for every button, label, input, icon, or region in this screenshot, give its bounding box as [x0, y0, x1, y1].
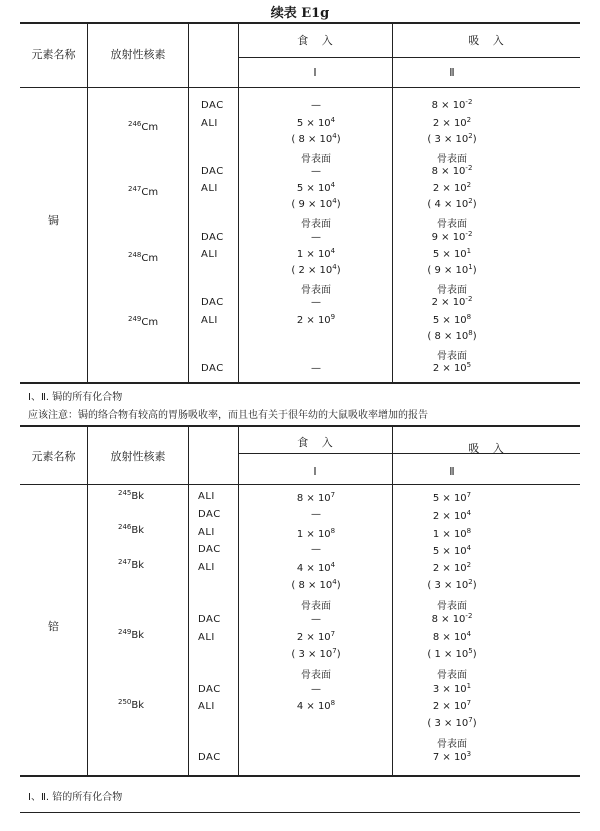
limit-type: ALI [198, 701, 215, 712]
value-cell: ( $3 \times 10^2$) [427, 132, 477, 145]
exponent: 7 [330, 491, 336, 499]
table1-col-divider [87, 22, 88, 382]
exponent: 5 [468, 647, 473, 655]
value-cell: $2 \times 10^7$ [296, 630, 336, 643]
header-inhalation: 吸 入 [468, 442, 504, 455]
exponent: 2 [468, 132, 473, 140]
exponent: -2 [465, 164, 473, 172]
exponent: 4 [330, 247, 336, 255]
value-cell: 骨表面 [301, 601, 331, 612]
limit-type: ALI [198, 632, 215, 643]
limit-type: DAC [201, 232, 224, 243]
value-cell: ( $8 \times 10^4$) [291, 578, 341, 591]
note-warning: 应该注意：锔的络合物有较高的胃肠吸收率，而且也有关于很年幼的大鼠吸收率增加的报告 [28, 410, 428, 421]
value-cell: ( $1 \times 10^5$) [427, 647, 477, 660]
mass-number: 247 [128, 185, 142, 193]
value-cell: $7 \times 10^3$ [432, 750, 472, 763]
nuclide-label [128, 122, 158, 133]
limit-type: DAC [201, 363, 224, 374]
value-cell: 骨表面 [437, 219, 467, 230]
exponent: 1 [466, 247, 472, 255]
exponent: -2 [465, 98, 473, 106]
mass-number: 246 [128, 120, 142, 128]
header-class-inhalation: Ⅱ [449, 66, 455, 79]
element-name: 锔 [48, 214, 59, 227]
value-cell: — [311, 509, 321, 520]
value-cell: $4 \times 10^8$ [296, 699, 336, 712]
exponent: -2 [465, 295, 473, 303]
nuclide-symbol: Cm [141, 317, 159, 328]
value-cell: ( $8 \times 10^8$) [427, 329, 477, 342]
nuclide-symbol: Bk [131, 491, 145, 502]
exponent: 7 [332, 647, 337, 655]
exponent: 4 [466, 630, 472, 638]
value-cell: $8 \times 10^{-2}$ [431, 612, 473, 625]
limit-type: ALI [201, 118, 218, 129]
header-nuclide: 放射性核素 [110, 450, 166, 463]
limit-type: DAC [198, 509, 221, 520]
limit-type: ALI [201, 249, 218, 260]
value-cell: 骨表面 [301, 219, 331, 230]
value-cell: $2 \times 10^9$ [296, 313, 336, 326]
nuclide-symbol: Cm [141, 187, 159, 198]
nuclide-symbol: Bk [131, 560, 145, 571]
exponent: 4 [466, 509, 472, 517]
nuclide-label [118, 630, 144, 641]
limit-type: DAC [198, 614, 221, 625]
exponent: 4 [330, 181, 336, 189]
value-cell: $5 \times 10^8$ [432, 313, 472, 326]
exponent: 2 [466, 116, 472, 124]
exponent: 8 [330, 527, 336, 535]
nuclide-label [128, 253, 158, 264]
mass-number: 249 [118, 628, 132, 636]
value-cell: $5 \times 10^7$ [432, 491, 472, 504]
value-cell: — [311, 614, 321, 625]
exponent: 8 [466, 527, 472, 535]
value-cell: $8 \times 10^{-2}$ [431, 98, 473, 111]
value-cell: — [311, 100, 321, 111]
header-element-name: 元素名称 [31, 48, 76, 61]
value-cell: $3 \times 10^1$ [432, 682, 472, 695]
exponent: 8 [330, 699, 336, 707]
exponent: 4 [332, 263, 337, 271]
page-bottom-rule [20, 812, 580, 813]
value-cell: $8 \times 10^7$ [296, 491, 336, 504]
note-compounds: Ⅰ、Ⅱ. 锫的所有化合物 [28, 792, 123, 803]
value-cell: ( $3 \times 10^2$) [427, 578, 477, 591]
nuclide-symbol: Bk [131, 630, 145, 641]
value-cell: — [311, 684, 321, 695]
value-cell: $1 \times 10^8$ [296, 527, 336, 540]
exponent: 8 [466, 313, 472, 321]
exponent: 5 [466, 361, 472, 369]
value-cell: ( $2 \times 10^4$) [291, 263, 341, 276]
value-cell: 骨表面 [437, 601, 467, 612]
limit-type: DAC [201, 100, 224, 111]
exponent: 4 [332, 132, 337, 140]
table2-top-rule [20, 425, 580, 427]
value-cell: 骨表面 [301, 670, 331, 681]
exponent: 2 [468, 197, 473, 205]
nuclide-label [128, 187, 158, 198]
limit-type: ALI [201, 315, 218, 326]
value-cell: ( $3 \times 10^7$) [291, 647, 341, 660]
value-cell: 骨表面 [437, 154, 467, 165]
exponent: 1 [466, 682, 472, 690]
value-cell: ( $3 \times 10^7$) [427, 716, 477, 729]
mass-number: 249 [128, 315, 142, 323]
value-cell: ( $8 \times 10^4$) [291, 132, 341, 145]
header-element-name: 元素名称 [31, 450, 76, 463]
limit-type: ALI [198, 562, 215, 573]
table1-col-divider [188, 22, 189, 382]
value-cell: 骨表面 [301, 154, 331, 165]
table1-top-rule [20, 22, 580, 24]
limit-type: DAC [198, 752, 221, 763]
exponent: 2 [468, 578, 473, 586]
table1-header-rule [20, 87, 580, 88]
table2-col-divider [87, 425, 88, 775]
limit-type: ALI [198, 491, 215, 502]
limit-type: DAC [198, 544, 221, 555]
header-nuclide: 放射性核素 [110, 48, 166, 61]
header-class-ingestion: Ⅰ [313, 465, 317, 478]
nuclide-symbol: Cm [141, 253, 159, 264]
value-cell: 骨表面 [437, 670, 467, 681]
element-name: 锫 [48, 620, 59, 633]
exponent: 7 [466, 491, 472, 499]
limit-type: DAC [201, 166, 224, 177]
mass-number: 248 [128, 251, 142, 259]
exponent: 1 [468, 263, 473, 271]
nuclide-label [118, 491, 144, 502]
value-cell: — [311, 166, 321, 177]
note-compounds: Ⅰ、Ⅱ. 锔的所有化合物 [28, 392, 123, 403]
value-cell: $1 \times 10^8$ [432, 527, 472, 540]
value-cell: $5 \times 10^4$ [432, 544, 472, 557]
exponent: 9 [330, 313, 336, 321]
value-cell: $4 \times 10^4$ [296, 561, 336, 574]
exponent: 8 [468, 329, 473, 337]
value-cell: 骨表面 [437, 351, 467, 362]
value-cell: $2 \times 10^2$ [432, 116, 472, 129]
value-cell: $5 \times 10^4$ [296, 181, 336, 194]
mass-number: 246 [118, 523, 132, 531]
limit-type: DAC [198, 684, 221, 695]
value-cell: ( $9 \times 10^1$) [427, 263, 477, 276]
value-cell: ( $9 \times 10^4$) [291, 197, 341, 210]
table2-bottom-rule [20, 775, 580, 777]
value-cell: ( $4 \times 10^2$) [427, 197, 477, 210]
header-class-inhalation: Ⅱ [449, 465, 455, 478]
value-cell: $8 \times 10^4$ [432, 630, 472, 643]
exponent: 4 [332, 197, 337, 205]
value-cell: — [311, 232, 321, 243]
nuclide-label [118, 700, 144, 711]
table2-header-rule [20, 484, 580, 485]
value-cell: — [311, 297, 321, 308]
exponent: 7 [330, 630, 336, 638]
table1-sub-rule [238, 57, 580, 58]
value-cell: 骨表面 [437, 739, 467, 750]
nuclide-label [118, 560, 144, 571]
value-cell: $2 \times 10^5$ [432, 361, 472, 374]
mass-number: 247 [118, 558, 132, 566]
nuclide-symbol: Cm [141, 122, 159, 133]
exponent: 4 [332, 578, 337, 586]
value-cell: 骨表面 [301, 285, 331, 296]
page-title: 续表 E1g [270, 6, 330, 21]
limit-type: DAC [201, 297, 224, 308]
exponent: 7 [466, 699, 472, 707]
exponent: 7 [468, 716, 473, 724]
table2-col-divider [188, 425, 189, 775]
value-cell: $2 \times 10^4$ [432, 509, 472, 522]
value-cell: — [311, 544, 321, 555]
value-cell: $2 \times 10^2$ [432, 181, 472, 194]
exponent: 4 [330, 561, 336, 569]
value-cell: — [311, 363, 321, 374]
limit-type: ALI [198, 527, 215, 538]
header-ingestion: 食 入 [297, 436, 333, 449]
value-cell: $5 \times 10^1$ [432, 247, 472, 260]
exponent: 2 [466, 561, 472, 569]
value-cell: $9 \times 10^{-2}$ [431, 230, 473, 243]
value-cell: 骨表面 [437, 285, 467, 296]
value-cell: $2 \times 10^{-2}$ [431, 295, 473, 308]
value-cell: $8 \times 10^{-2}$ [431, 164, 473, 177]
exponent: 4 [466, 544, 472, 552]
exponent: 4 [330, 116, 336, 124]
nuclide-symbol: Bk [131, 700, 145, 711]
value-cell: $1 \times 10^4$ [296, 247, 336, 260]
exponent: 2 [466, 181, 472, 189]
mass-number: 245 [118, 489, 132, 497]
header-ingestion: 食 入 [297, 34, 333, 47]
mass-number: 250 [118, 698, 132, 706]
exponent: -2 [465, 230, 473, 238]
nuclide-label [118, 525, 144, 536]
limit-type: ALI [201, 183, 218, 194]
header-inhalation: 吸 入 [468, 34, 504, 47]
exponent: 3 [466, 750, 472, 758]
nuclide-label [128, 317, 158, 328]
value-cell: $2 \times 10^7$ [432, 699, 472, 712]
value-cell: $5 \times 10^4$ [296, 116, 336, 129]
table1-bottom-rule [20, 382, 580, 384]
header-class-ingestion: Ⅰ [313, 66, 317, 79]
value-cell: $2 \times 10^2$ [432, 561, 472, 574]
exponent: -2 [465, 612, 473, 620]
nuclide-symbol: Bk [131, 525, 145, 536]
